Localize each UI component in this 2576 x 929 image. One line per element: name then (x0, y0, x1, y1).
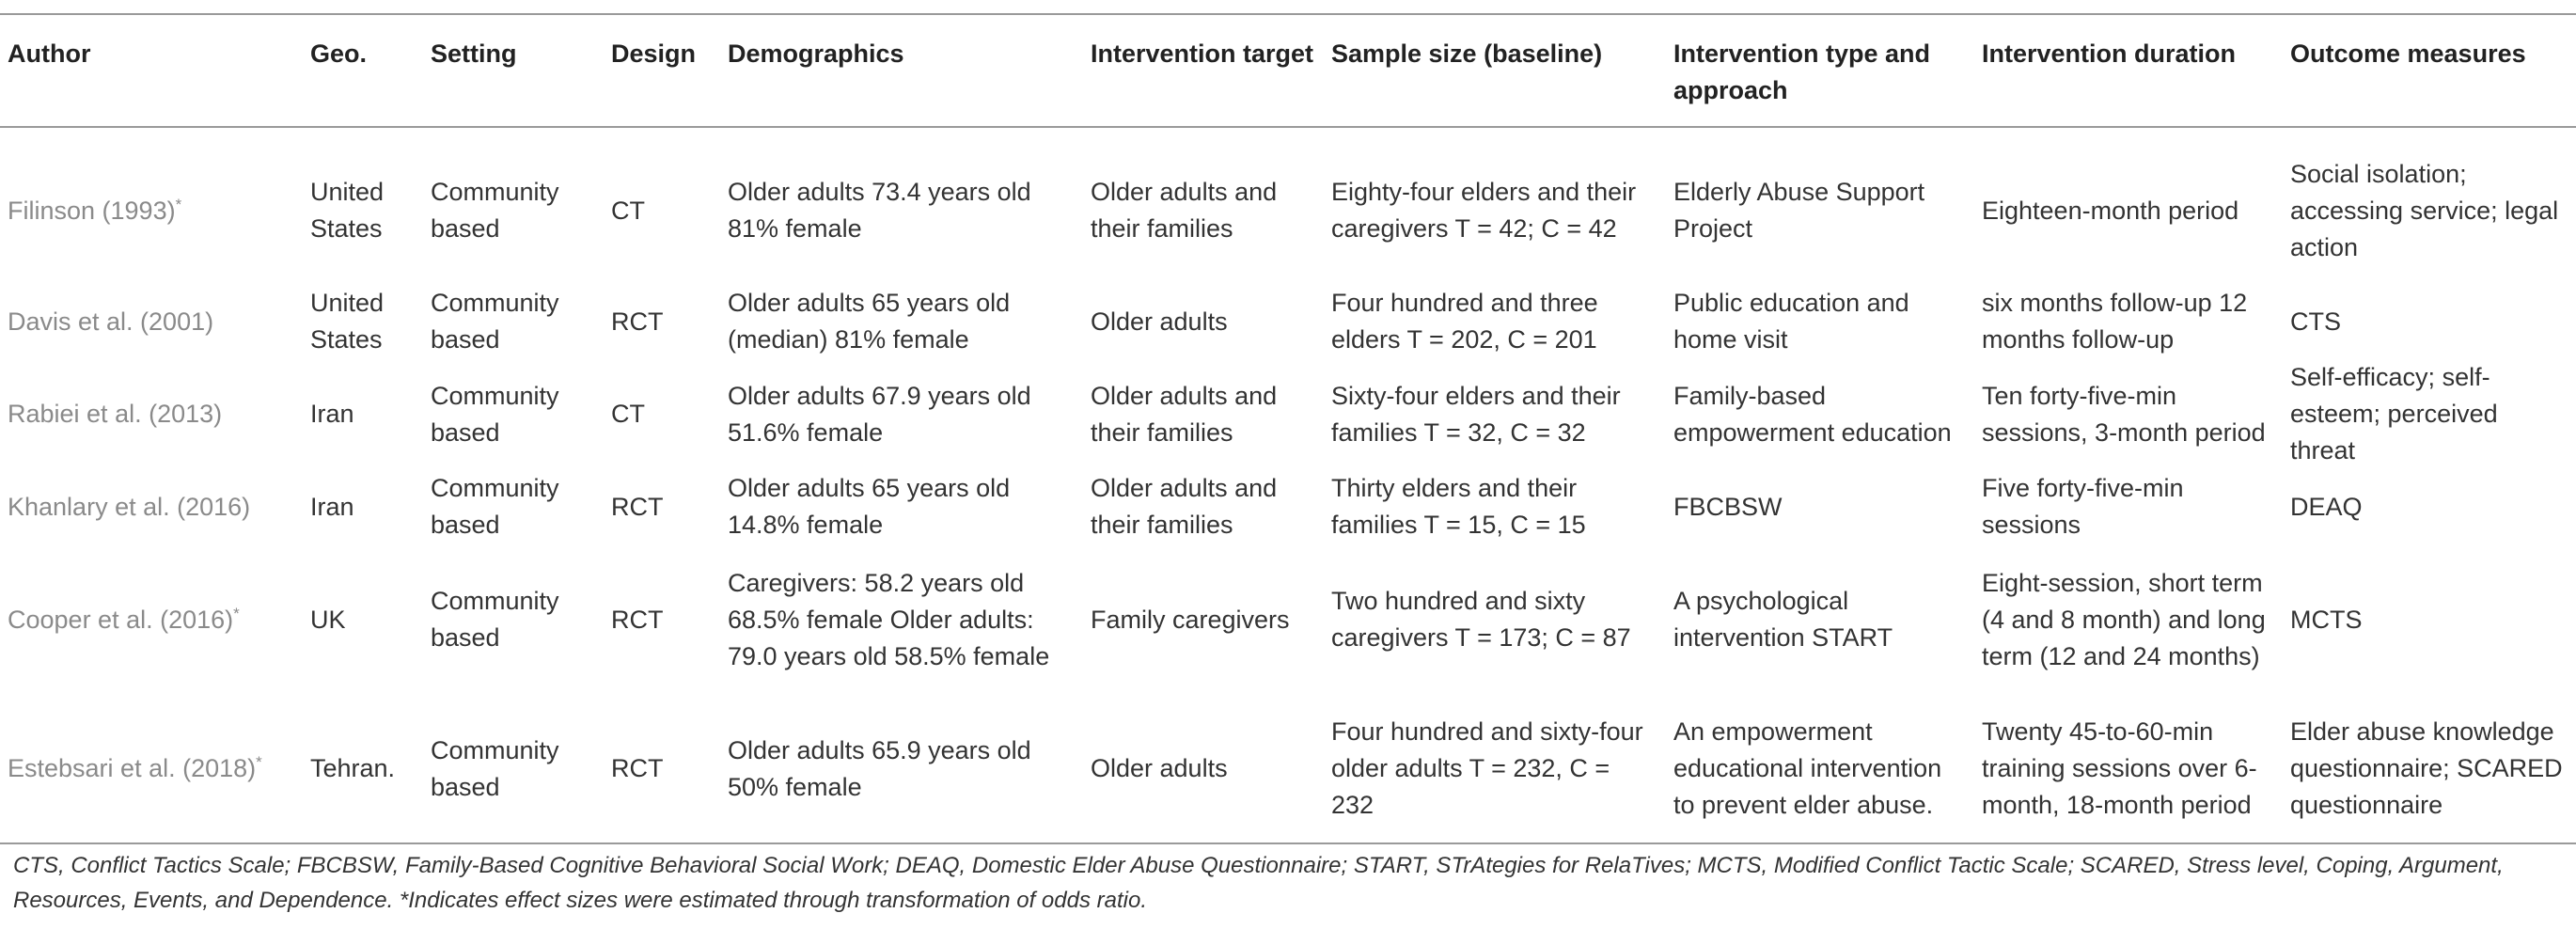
cell-setting: Community based (431, 289, 559, 354)
cell-duration: Five forty-five-min sessions (1982, 474, 2184, 539)
cell-type: An empowerment educational intervention to prevent elder abuse. (1673, 717, 1942, 819)
footnote-mark: * (256, 753, 262, 771)
cell-setting: Community based (431, 381, 559, 447)
cell-author: Davis et al. (2001) (8, 307, 214, 336)
cell-sample: Four hundred and sixty-four older adults T = 232, C = 232 (1331, 717, 1643, 819)
header-row (0, 14, 2576, 127)
cell-setting: Community based (431, 178, 559, 243)
cell-geo: United States (310, 178, 385, 243)
cell-setting: Community based (431, 587, 559, 652)
cell-sample: Two hundred and sixty caregivers T = 173; C = 87 (1331, 587, 1631, 652)
cell-target: Older adults (1091, 307, 1228, 336)
header-duration: Intervention duration (1982, 39, 2236, 68)
table-row (0, 469, 2576, 544)
cell-author: Rabiei et al. (2013) (8, 400, 223, 428)
cell-outcome: Social isolation; accessing service; legal action (2290, 159, 2559, 261)
cell-duration: Eighteen-month period (1982, 196, 2239, 225)
cell-target: Older adults (1091, 754, 1228, 782)
cell-demographics: Older adults 73.4 years old 81% female (728, 178, 1031, 243)
cell-design: CT (611, 196, 645, 225)
cell-type: A psychological intervention START (1673, 587, 1893, 652)
header-sample: Sample size (baseline) (1331, 39, 1603, 68)
cell-setting: Community based (431, 474, 559, 539)
header-author: Author (8, 39, 91, 68)
cell-outcome: CTS (2290, 307, 2341, 336)
cell-target: Older adults and their families (1091, 381, 1278, 447)
cell-type: Public education and home visit (1673, 289, 1909, 354)
table-row (0, 127, 2576, 284)
cell-author: Khanlary et al. (2016) (8, 492, 251, 521)
cell-author: Filinson (1993)* (8, 195, 182, 225)
cell-author: Estebsari et al. (2018)* (8, 753, 262, 782)
footnote-mark: * (175, 195, 182, 213)
cell-target: Family caregivers (1091, 605, 1290, 634)
cell-type: Family-based empowerment education (1673, 381, 1952, 447)
cell-design: RCT (611, 605, 664, 634)
cell-author: Cooper et al. (2016)* (8, 604, 240, 634)
table-row (0, 695, 2576, 843)
cell-duration: six months follow-up 12 months follow-up (1982, 289, 2248, 354)
cell-geo: Tehran. (310, 754, 396, 782)
cell-sample: Sixty-four elders and their families T = 32, C = 32 (1331, 381, 1621, 447)
cell-demographics: Older adults 65 years old 14.8% female (728, 474, 1011, 539)
cell-design: RCT (611, 492, 664, 521)
cell-design: RCT (611, 307, 664, 336)
table-footnote: CTS, Conflict Tactics Scale; FBCBSW, Family-Based Cognitive Behavioral Social Work; DEAQ, Domestic Elder Abuse Questionnaire; START, STrAtegies for RelaTives; MCTS, Modified Conflict Tactic Scale; SCARED, Stress level, Coping, Argument, Resources, Events, and Dependence. *Indicates effect sizes were estimated through transformation of odds ratio. (13, 853, 2504, 913)
cell-demographics: Older adults 65.9 years old 50% female (728, 735, 1031, 801)
cell-demographics: Older adults 65 years old (median) 81% female (728, 289, 1011, 354)
cell-sample: Four hundred and three elders T = 202, C = 201 (1331, 289, 1598, 354)
cell-demographics: Caregivers: 58.2 years old 68.5% female Older adults: 79.0 years old 58.5% female (728, 568, 1050, 670)
header-outcome: Outcome measures (2290, 39, 2526, 68)
header-geo: Geo. (310, 39, 368, 68)
footnote-mark: * (233, 604, 240, 622)
header-setting: Setting (431, 39, 517, 68)
cell-demographics: Older adults 67.9 years old 51.6% female (728, 381, 1031, 447)
header-design: Design (611, 39, 697, 68)
studies-table (0, 13, 2576, 844)
cell-geo: Iran (310, 492, 354, 521)
cell-design: CT (611, 400, 645, 428)
cell-outcome: MCTS (2290, 605, 2363, 634)
cell-geo: Iran (310, 400, 354, 428)
cell-target: Older adults and their families (1091, 474, 1278, 539)
cell-geo: United States (310, 289, 385, 354)
table-row (0, 284, 2576, 359)
cell-type: FBCBSW (1673, 492, 1783, 521)
cell-duration: Ten forty-five-min sessions, 3-month period (1982, 381, 2266, 447)
cell-target: Older adults and their families (1091, 178, 1278, 243)
cell-sample: Eighty-four elders and their caregivers T = 42; C = 42 (1331, 178, 1637, 243)
cell-duration: Eight-session, short term (4 and 8 month) and long term (12 and 24 months) (1982, 568, 2266, 670)
cell-outcome: DEAQ (2290, 492, 2363, 521)
header-type: Intervention type and approach (1673, 39, 1931, 104)
cell-duration: Twenty 45-to-60-min training sessions over 6-month, 18-month period (1982, 717, 2257, 819)
header-target: Intervention target (1091, 39, 1314, 68)
cell-sample: Thirty elders and their families T = 15, C = 15 (1331, 474, 1586, 539)
cell-type: Elderly Abuse Support Project (1673, 178, 1925, 243)
table-row (0, 359, 2576, 469)
header-demographics: Demographics (728, 39, 904, 68)
cell-outcome: Self-efficacy; self-esteem; perceived threat (2290, 363, 2498, 464)
cell-geo: UK (310, 605, 346, 634)
cell-design: RCT (611, 754, 664, 782)
cell-setting: Community based (431, 735, 559, 801)
cell-outcome: Elder abuse knowledge questionnaire; SCARED questionnaire (2290, 717, 2563, 819)
table-row (0, 544, 2576, 695)
